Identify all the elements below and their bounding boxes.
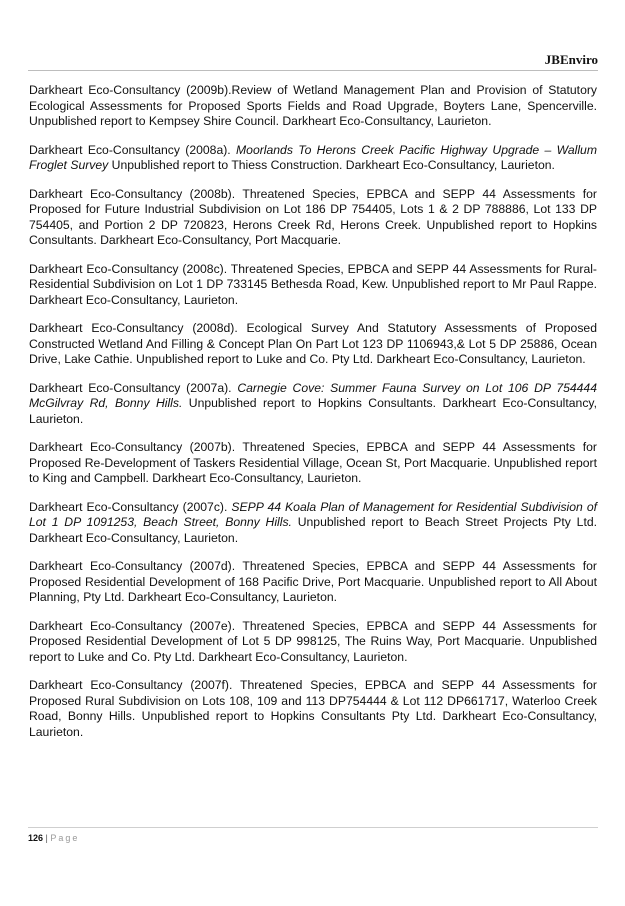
reference-text: Darkheart Eco-Consultancy (2007d). Threatened Species, EPBCA and SEPP 44 Assessments for Proposed Residential Development of 168 Pacific Drive, Port Macquarie. Unpublished report to All About Planning, Pty Ltd. Darkheart Eco-Consultancy, Laurieton.	[29, 559, 597, 604]
reference-entry	[29, 262, 597, 309]
reference-text: Darkheart Eco-Consultancy (2008a).	[29, 142, 237, 157]
reference-text: Unpublished report to Hopkins Consultants. Darkheart Eco-Consultancy, Laurieton.	[29, 396, 597, 426]
reference-text: Darkheart Eco-Consultancy (2007f). Threatened Species, EPBCA and SEPP 44 Assessments for Proposed Rural Subdivision on Lots 108, 109 and 113 DP754444 & Lot 112 DP661717, Waterloo Creek Road, Bonny Hills. Unpublished report to Hopkins Consultants Pty Ltd. Darkheart Eco-Consultancy, Laurieton.	[29, 678, 597, 739]
reference-text: Darkheart Eco-Consultancy (2008d). Ecological Survey And Statutory Assessments of Proposed Constructed Wetland And Filling & Concept Plan On Part Lot 123 DP 1106943,& Lot 5 DP 25886, Ocean Drive, Lake Cathie. Unpublished report to Luke and Co. Pty Ltd. Darkheart Eco-Consultancy, Laurieton.	[29, 321, 597, 366]
reference-entry	[29, 187, 597, 249]
page-header	[28, 52, 598, 71]
reference-entry	[29, 500, 597, 547]
page-label: Page	[50, 833, 80, 843]
reference-entry	[29, 381, 597, 428]
reference-entry	[29, 559, 597, 606]
header-brand: JBEnviro	[544, 52, 598, 67]
reference-entry	[29, 619, 597, 666]
footer-separator: |	[45, 833, 48, 843]
reference-entry	[29, 83, 597, 130]
reference-text: Darkheart Eco-Consultancy (2007c).	[29, 499, 232, 514]
page-footer	[28, 827, 598, 844]
reference-entry	[29, 440, 597, 487]
reference-text: Darkheart Eco-Consultancy (2009b).Review of Wetland Management Plan and Provision of Statutory Ecological Assessments for Proposed Sports Fields and Road Upgrade, Boyters Lane, Spencerville. Unpublished report to Kempsey Shire Council. Darkheart Eco-Consultancy, Laurieton.	[29, 83, 597, 128]
reference-text: Darkheart Eco-Consultancy (2008c). Threatened Species, EPBCA and SEPP 44 Assessments for Rural-Residential Subdivision on Lot 1 DP 733145 Bethesda Road, Kew. Unpublished report to Mr Paul Rappe. Darkheart Eco-Consultancy, Laurieton.	[29, 261, 597, 307]
reference-text: Darkheart Eco-Consultancy (2007b). Threatened Species, EPBCA and SEPP 44 Assessments for Proposed Re-Development of Taskers Residential Village, Ocean St, Port Macquarie. Unpublished report to King and Campbell. Darkheart Eco-Consultancy, Laurieton.	[29, 440, 597, 485]
reference-entry	[29, 143, 597, 174]
reference-entry	[29, 321, 597, 368]
reference-text: Darkheart Eco-Consultancy (2007a).	[29, 380, 238, 395]
page-number: 126	[28, 833, 44, 843]
reference-text: Unpublished report to Thiess Construction. Darkheart Eco-Consultancy, Laurieton.	[108, 158, 555, 172]
reference-list	[29, 83, 597, 753]
reference-text: Darkheart Eco-Consultancy (2007e). Threatened Species, EPBCA and SEPP 44 Assessments for Proposed Residential Development of Lot 5 DP 998125, The Ruins Way, Port Macquarie. Unpublished report to Luke and Co. Pty Ltd. Darkheart Eco-Consultancy, Laurieton.	[29, 618, 597, 664]
reference-title: Moorlands To Herons Creek Pacific Highway Upgrade – Wallum Froglet Survey	[29, 142, 597, 172]
reference-title: Carnegie Cove: Summer Fauna Survey on Lot 106 DP 754444 McGilvray Rd, Bonny Hills.	[29, 380, 597, 410]
reference-title: SEPP 44 Koala Plan of Management for Residential Subdivision of Lot 1 DP 1091253, Beach Street, Bonny Hills.	[29, 499, 597, 529]
reference-text: Unpublished report to Beach Street Projects Pty Ltd. Darkheart Eco-Consultancy, Laurieton.	[29, 515, 597, 545]
reference-text: Darkheart Eco-Consultancy (2008b). Threatened Species, EPBCA and SEPP 44 Assessments for Proposed for Future Industrial Subdivision on Lot 186 DP 754405, Lots 1 & 2 DP 788886, Lot 133 DP 754405, and Portion 2 DP 720823, Herons Creek Rd, Herons Creek. Unpublished report to Hopkins Consultants. Darkheart Eco-Consultancy, Port Macquarie.	[29, 186, 597, 247]
reference-entry	[29, 678, 597, 740]
